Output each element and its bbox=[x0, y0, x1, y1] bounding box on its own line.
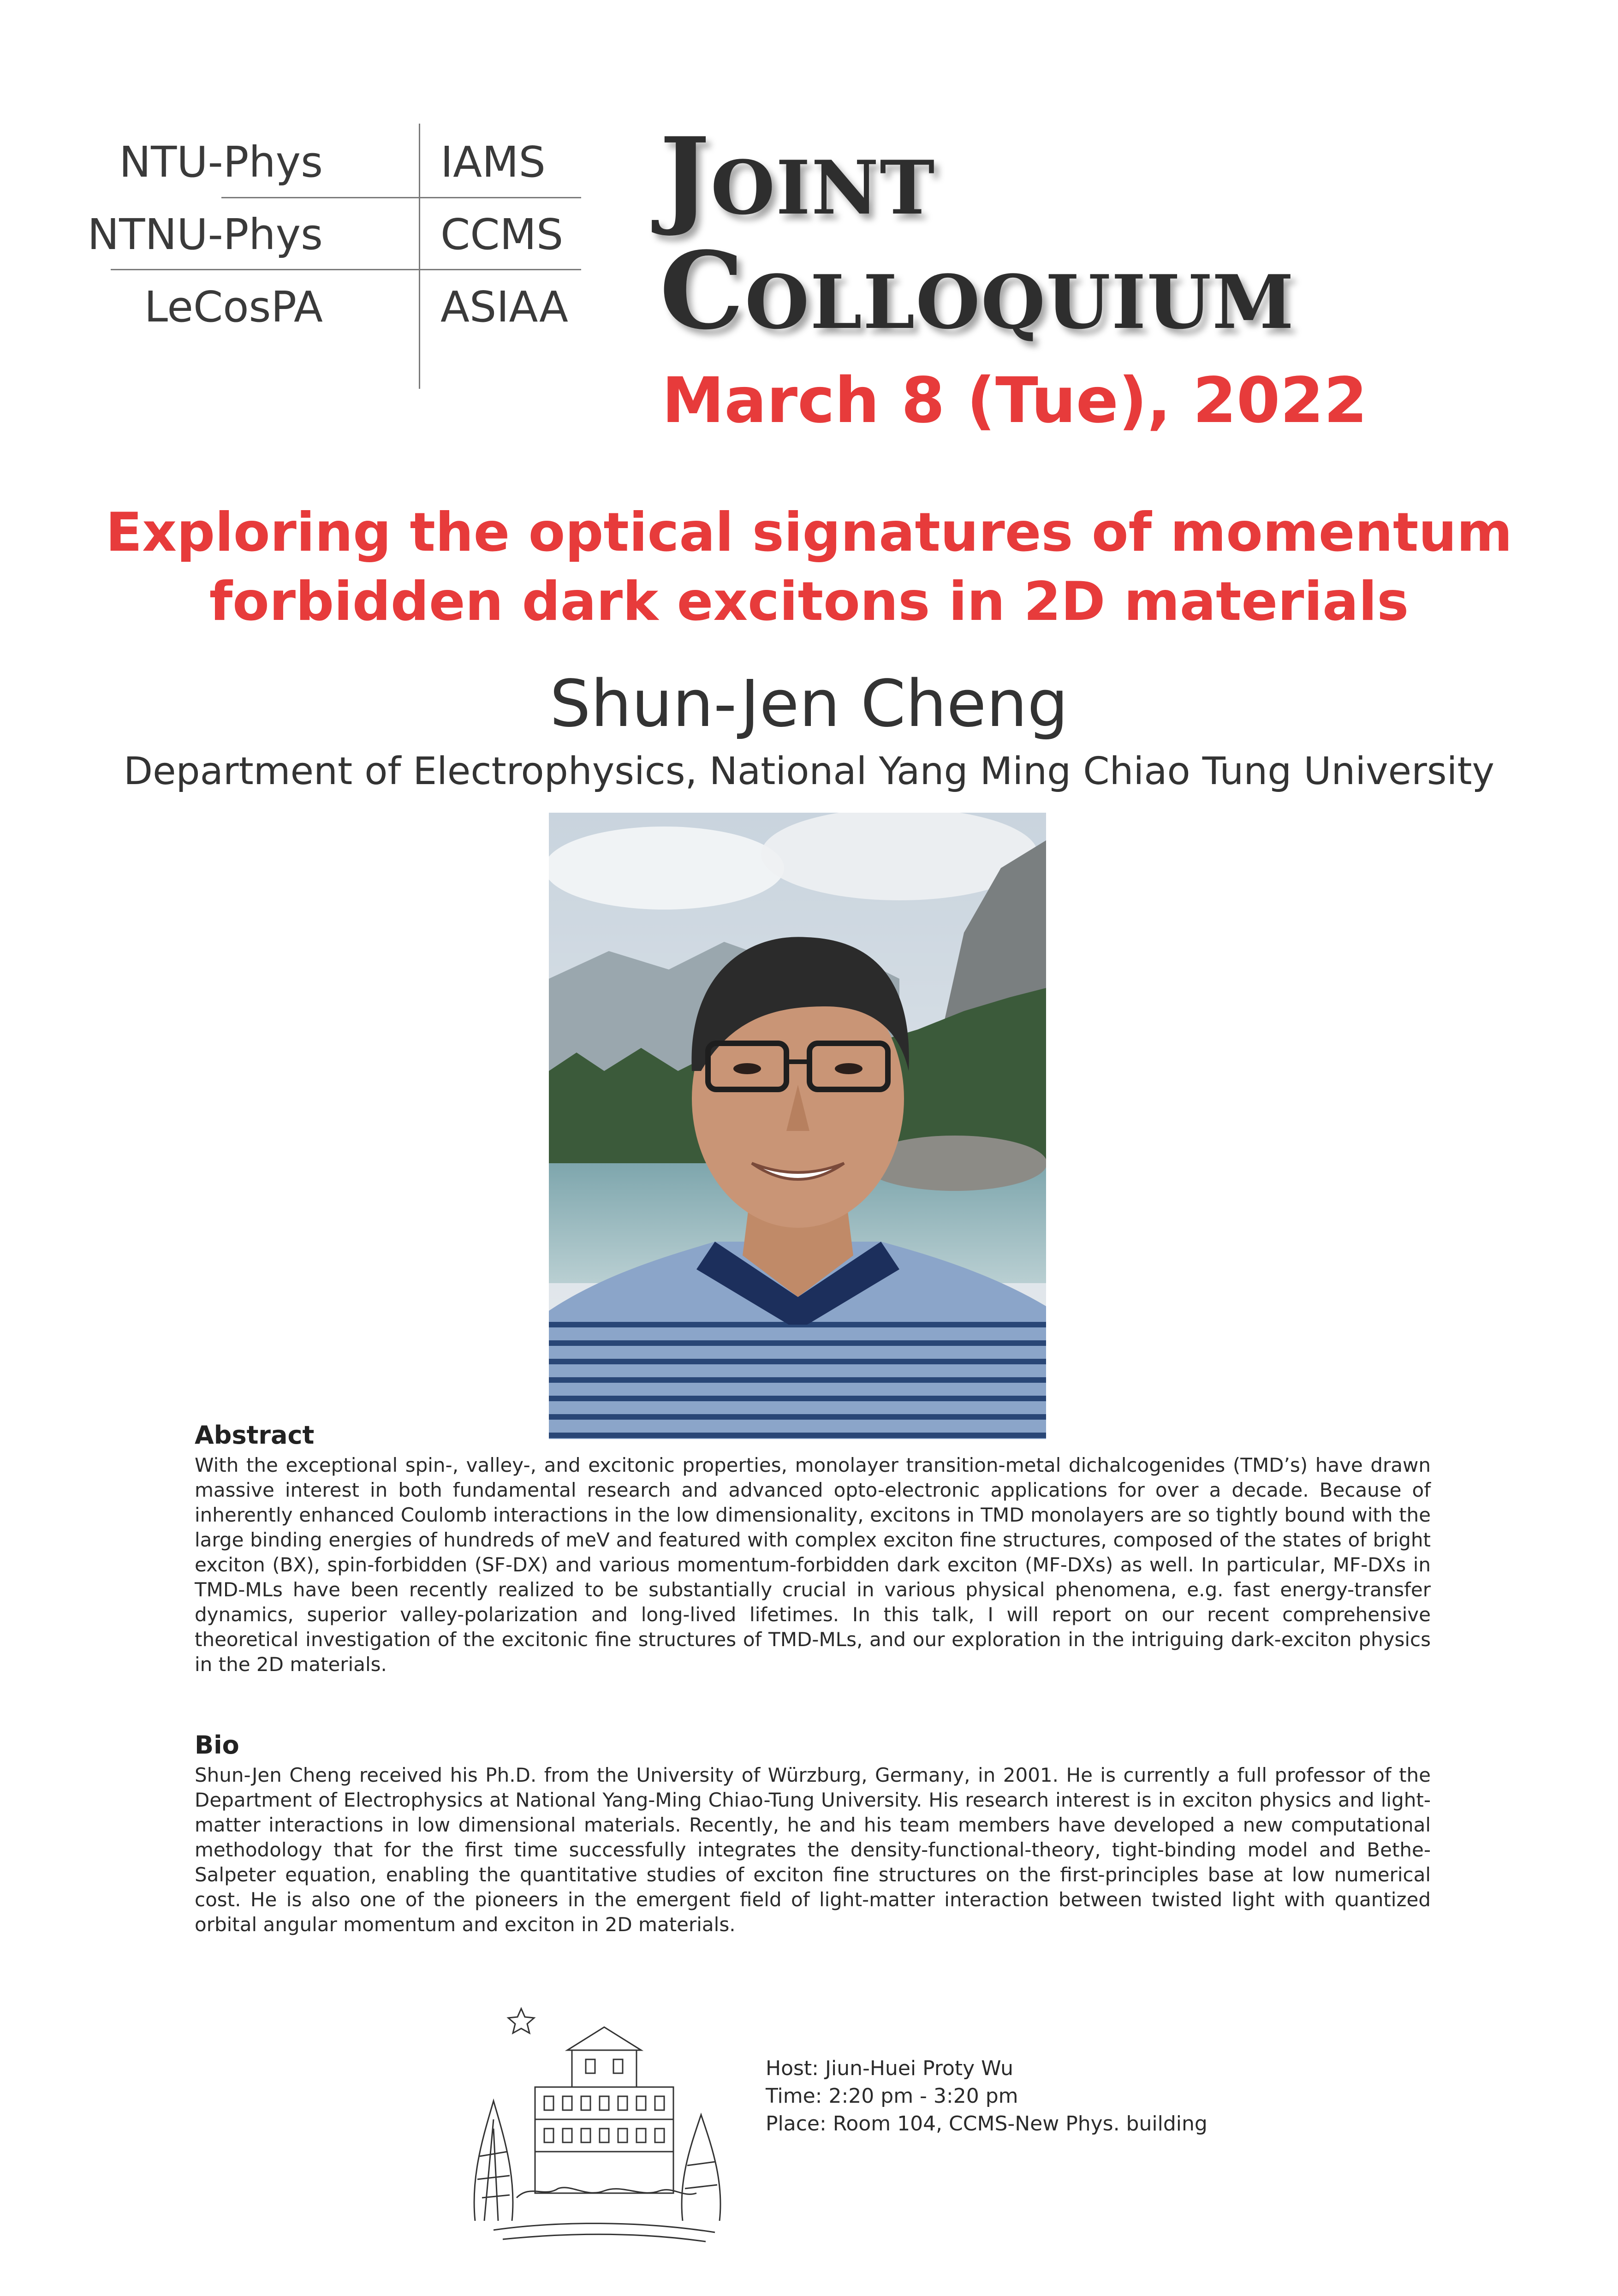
talk-title-line-1: Exploring the optical signatures of momentum bbox=[106, 501, 1512, 564]
grid-vertical-divider bbox=[419, 124, 420, 389]
abstract-text: With the exceptional spin-, valley-, and excitonic properties, monolayer transition-metal dichalcogenides (TMD’s) have drawn massive interest in both fundamental research and advanced opto-electronic applications for over a decade. Because of inherently enhanced Coulomb interactions in the low dimensionality, excitons in TMD monolayers are so tightly bound with the large binding energies of hundreds of meV and featured with complex exciton fine structures, composed of the states of bright exciton (BX), spin-forbidden (SF-DX) and various momentum-forbidden dark exciton (MF-DXs) as well. In particular, MF-DXs in TMD-MLs have been recently realized to be substantially crucial in various physical phenomena, e.g. fast energy-transfer dynamics, superior valley-polarization and long-lived lifetimes. In this talk, I will report on our recent comprehensive theoretical investigation of the excitonic fine structures of TMD-MLs, and our exploration in the intriguing dark-exciton physics in the 2D materials. bbox=[195, 1454, 1431, 1676]
talk-title bbox=[55, 498, 1563, 636]
grid-divider-2 bbox=[111, 269, 581, 270]
institution-asiaa: ASIAA bbox=[440, 282, 568, 332]
speaker-photo bbox=[549, 813, 1046, 1439]
title-rest-joint: OINT bbox=[710, 144, 936, 231]
speaker-name: Shun-Jen Cheng bbox=[549, 666, 1069, 742]
institution-iams: IAMS bbox=[440, 137, 546, 187]
bio-text: Shun-Jen Cheng received his Ph.D. from the University of Würzburg, Germany, in 2001. He is currently a full professor of the Department of Electrophysics at National Yang-Ming Chiao-Tung University. His research interest is in exciton physics and light-matter interactions in low dimensional materials. Recently, he and his team members have developed a new computational methodology that for the first time successfully integrates the density-functional-theory, tight-binding model and Bethe-Salpeter equation, enabling the quantitative studies of exciton fine structures on the first-principles base at low numerical cost. He is also one of the pioneers in the emergent field of light-matter interaction between twisted light with quantized orbital angular momentum and exciton in 2D materials. bbox=[195, 1764, 1431, 1936]
event-date: March 8 (Tue), 2022 bbox=[662, 364, 1368, 437]
event-host: Host: Jiun-Huei Proty Wu bbox=[766, 2057, 1014, 2080]
institution-grid bbox=[87, 124, 581, 389]
institution-ccms: CCMS bbox=[440, 210, 564, 259]
speaker-affiliation: Department of Electrophysics, National Yang Ming Chiao Tung University bbox=[123, 749, 1495, 793]
title-rest-colloquium: OLLOQUIUM bbox=[745, 259, 1295, 345]
title-initial-c: C bbox=[660, 229, 745, 353]
bio-heading: Bio bbox=[195, 1731, 239, 1760]
event-time: Time: 2:20 pm - 3:20 pm bbox=[766, 2084, 1018, 2108]
title-initial-j: J bbox=[660, 114, 711, 239]
institution-ntnu-phys: NTNU-Phys bbox=[87, 210, 323, 259]
event-title bbox=[660, 114, 1467, 353]
institution-lecospa: LeCosPA bbox=[144, 282, 323, 332]
event-info bbox=[766, 2055, 1208, 2138]
grid-divider-1 bbox=[221, 197, 581, 198]
building-sketch-icon bbox=[466, 1981, 733, 2248]
abstract-heading: Abstract bbox=[195, 1421, 315, 1450]
title-line-joint bbox=[660, 114, 936, 239]
title-line-colloquium bbox=[660, 229, 1295, 353]
institution-ntu-phys: NTU-Phys bbox=[119, 137, 323, 187]
event-place: Place: Room 104, CCMS-New Phys. building bbox=[766, 2112, 1208, 2135]
talk-title-line-2: forbidden dark excitons in 2D materials bbox=[209, 571, 1409, 633]
